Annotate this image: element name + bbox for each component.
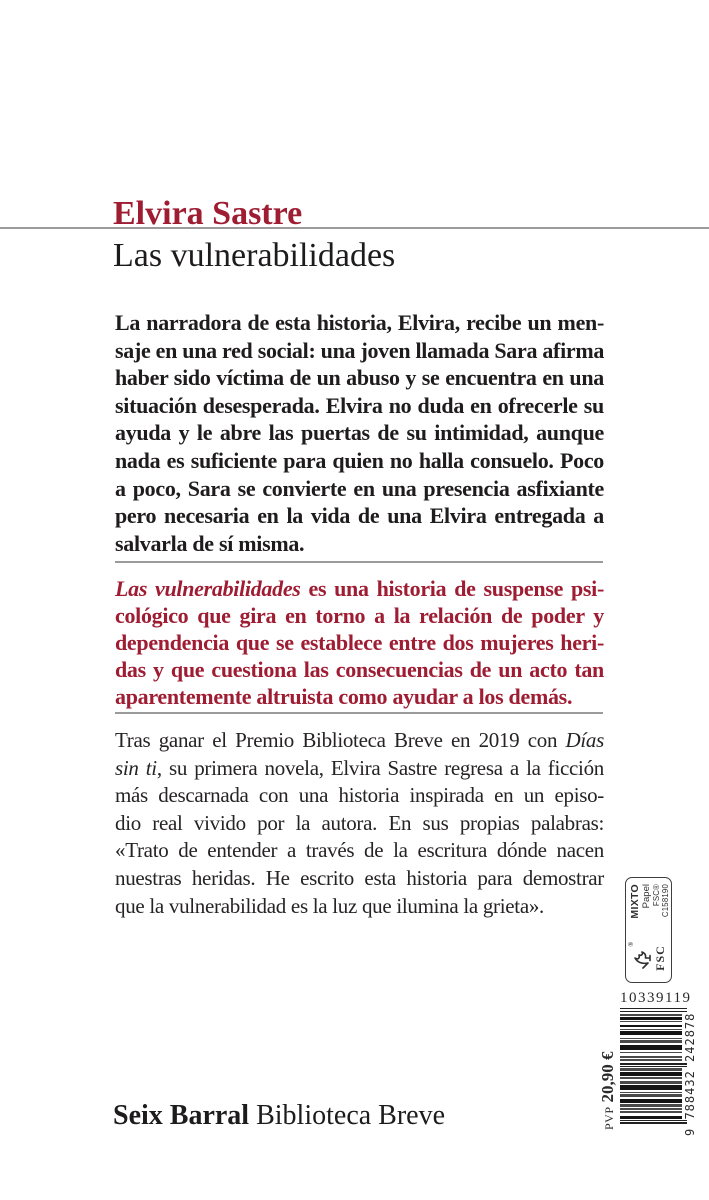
text-line: dependencia que se establece entre dos mujeres heri-: [115, 630, 604, 655]
product-code: 10339119: [620, 990, 692, 1006]
publisher-imprint: [113, 1100, 445, 1132]
text-line: saje en una red social: una joven llamada Sara afirma: [115, 337, 605, 363]
fsc-certification-label: [625, 877, 672, 983]
fsc-mixto-label: MIXTO: [629, 884, 641, 919]
text-line: aparentemente altruista como ayudar a los demás.: [115, 684, 573, 709]
text-line: situación desesperada. Elvira no duda en ofrecerle su: [115, 392, 604, 418]
text-line: haber sido víctima de un abuso y se encuentra en una: [115, 365, 604, 391]
text-line: nada es suficiente para quien no halla consuelo. Poco: [115, 447, 604, 473]
top-divider-rule: [0, 227, 709, 229]
text-line: Tras ganar el Premio Biblioteca Breve en 2019 con Días: [115, 728, 604, 752]
collection-name: Biblioteca Breve: [256, 1100, 446, 1131]
synopsis-paragraph: [115, 309, 604, 557]
fsc-wordmark: FSC: [653, 945, 667, 971]
text-line: «Trato de entender a través de la escritura dónde nacen: [115, 838, 604, 863]
fsc-registered-mark: ®: [629, 942, 635, 947]
blurb-paragraph: [115, 575, 604, 710]
bio-paragraph: [115, 727, 604, 920]
author-name: Elvira Sastre: [113, 195, 303, 232]
divider-rule-above-bio: [115, 712, 603, 714]
price-label: PVP: [602, 1106, 616, 1130]
fsc-papel-label: Papel: [641, 884, 652, 909]
book-title: Las vulnerabilidades: [113, 237, 396, 274]
fsc-logo: [631, 941, 666, 975]
text-line: nuestras heridas. He escrito esta historia para demostrar: [115, 865, 604, 890]
text-line: das y que cuestiona las consecuencias de un acto tan: [115, 657, 604, 682]
isbn-number: 9 788432 242878: [683, 1012, 697, 1136]
text-line: sin ti, su primera novela, Elvira Sastre regresa a la ficción: [115, 755, 604, 780]
text-line: ayuda y le abre las puertas de su intimidad, aunque: [115, 420, 604, 446]
text-line: pero necesaria en la vida de una Elvira entregada a: [115, 503, 604, 529]
publisher-name: Seix Barral: [113, 1100, 250, 1131]
ean-barcode: [620, 1008, 682, 1124]
barcode-bar: [620, 1122, 687, 1123]
price-amount: 20,90 €: [598, 1051, 617, 1103]
fsc-tree-icon: [629, 942, 653, 970]
text-line: La narradora de esta historia, Elvira, recibe un men-: [115, 310, 604, 335]
text-line: dio real vivido por la autora. En sus propias palabras:: [115, 810, 604, 835]
text-line: Las vulnerabilidades es una historia de suspense psi-: [115, 576, 604, 601]
price-tag: [597, 1036, 618, 1130]
divider-rule-above-blurb: [115, 561, 603, 563]
text-line: a poco, Sara se convierte en una presencia asfixiante: [115, 475, 604, 501]
text-line: salvarla de sí misma.: [115, 530, 305, 556]
text-line: más descarnada con una historia inspirada en un episo-: [115, 783, 604, 808]
text-line: cológico que gira en torno a la relación de poder y: [115, 603, 604, 628]
fsc-cert-number: FSC® C158190: [652, 884, 670, 918]
text-line: que la vulnerabilidad es la luz que ilumina la grieta».: [115, 893, 545, 918]
